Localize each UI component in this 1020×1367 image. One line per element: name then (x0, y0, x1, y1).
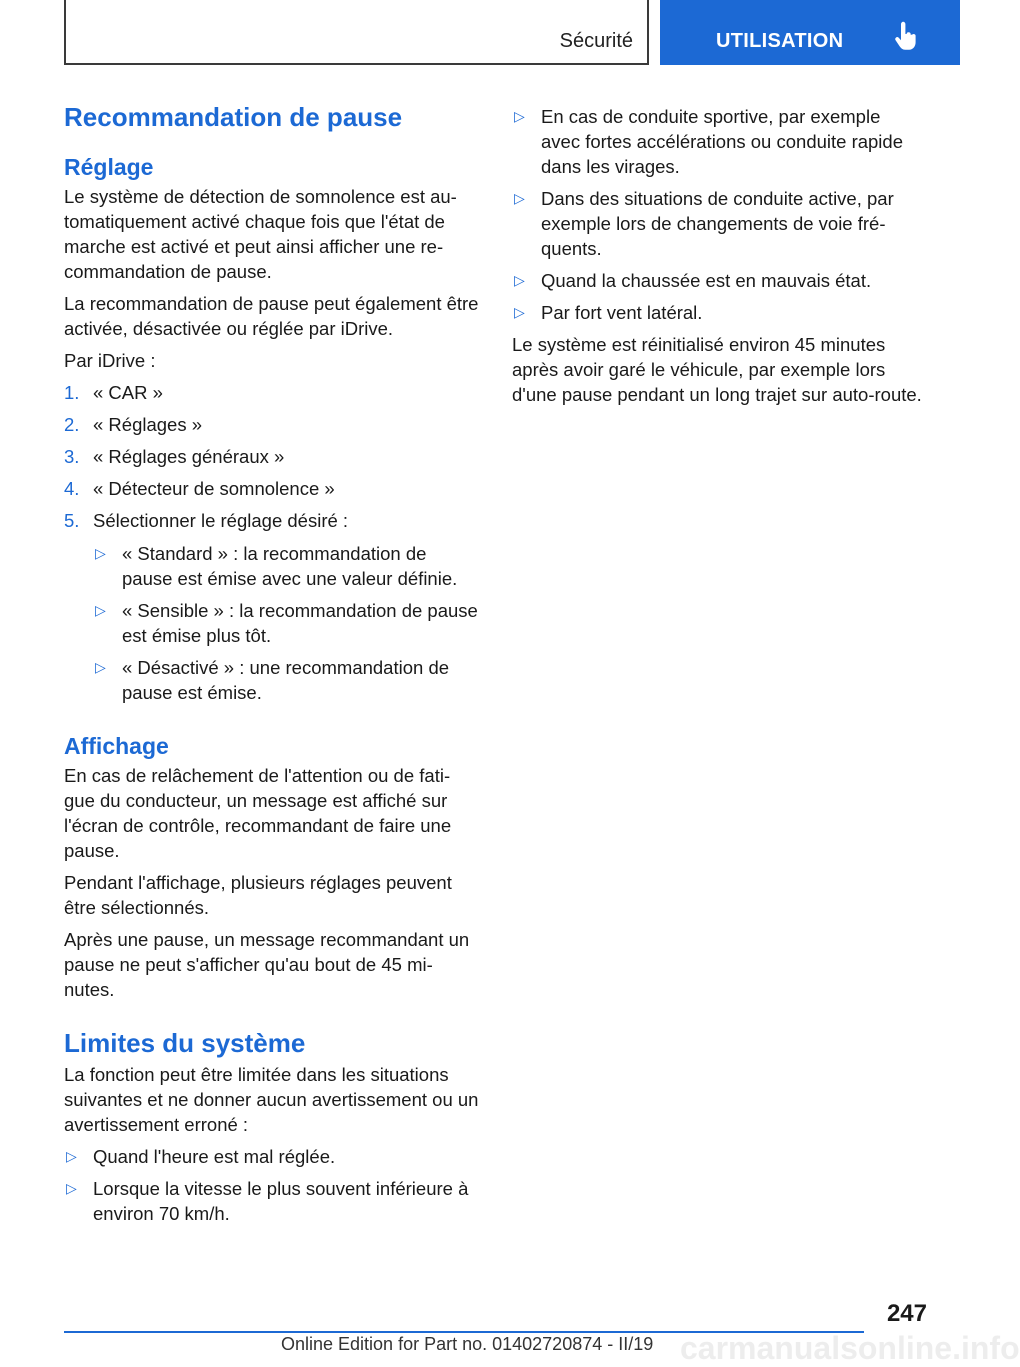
step-number: 3. (64, 446, 80, 467)
list-item (64, 412, 479, 437)
paragraph: Le système est réinitialisé environ 45 minutes après avoir garé le véhicule, par exemple lors d'une pause pendant un long trajet sur auto-route. (512, 334, 922, 405)
list-item: ▷ Quand l'heure est mal réglée. (66, 1146, 336, 1167)
left-column (64, 100, 479, 1233)
watermark: carmanualsonline.info (680, 1330, 1020, 1366)
step-text: « Réglages » (93, 414, 203, 435)
page-number: 247 (886, 1300, 927, 1327)
triangle-bullet-icon: ▷ (514, 190, 525, 206)
list-item: ▷ Quand la chaussée est en mauvais état. (514, 270, 872, 291)
options-list (93, 541, 479, 705)
chapter-title: UTILISATION (716, 30, 844, 52)
step-number: 2. (64, 414, 80, 435)
paragraph: Après une pause, un message recommandant un pause ne peut s'afficher qu'au bout de 45 mi-nutes. (64, 929, 470, 1000)
triangle-bullet-icon: ▷ (514, 304, 525, 320)
right-column (512, 104, 922, 414)
paragraph: En cas de relâchement de l'attention ou de fati-gue du conducteur, un message est affiché sur l'écran de contrôle, recommandant de faire une pause. (64, 765, 452, 861)
list-item: ▷ « Sensible » : la recommandation de pause est émise plus tôt. (95, 600, 478, 646)
list-item (64, 508, 479, 705)
section-tab (64, 0, 649, 65)
step-number: 5. (64, 510, 80, 531)
paragraph: Pendant l'affichage, plusieurs réglages peuvent être sélectionnés. (64, 872, 452, 918)
limits-list (64, 1144, 479, 1226)
paragraph: La fonction peut être limitée dans les situations suivantes et ne donner aucun avertissement ou un avertissement erroné : (64, 1064, 479, 1135)
hand-pointer-icon (894, 22, 918, 52)
step-text: « Détecteur de somnolence » (93, 478, 335, 499)
list-item: ▷ « Standard » : la recommandation de pause est émise avec une valeur définie. (95, 543, 458, 589)
list-item: ▷ Dans des situations de conduite active, par exemple lors de changements de voie fré-quents. (514, 188, 894, 259)
step-text: Sélectionner le réglage désiré : (93, 510, 349, 531)
list-item (64, 476, 479, 501)
triangle-bullet-icon: ▷ (95, 602, 106, 618)
list-item: ▷ Par fort vent latéral. (514, 302, 703, 323)
subheading-reglage: Réglage (64, 154, 154, 180)
step-number: 4. (64, 478, 80, 499)
limits-list-continued (512, 104, 922, 325)
list-item: ▷ Lorsque la vitesse le plus souvent inférieure à environ 70 km/h. (66, 1178, 469, 1224)
step-text: « CAR » (93, 382, 163, 403)
triangle-bullet-icon: ▷ (66, 1180, 77, 1196)
paragraph: Le système de détection de somnolence est au-tomatiquement activé chaque fois que l'état de marche est activé et peut ainsi afficher une re-commandation de pause. (64, 186, 457, 282)
section-title: Sécurité (559, 30, 633, 52)
paragraph: La recommandation de pause peut également être activée, désactivée ou réglée par iDrive. (64, 293, 479, 339)
step-text: « Réglages généraux » (93, 446, 285, 467)
subheading-affichage: Affichage (64, 733, 169, 759)
list-item (64, 380, 479, 405)
chapter-tab (660, 0, 960, 65)
list-item: ▷ En cas de conduite sportive, par exemple avec fortes accélérations ou conduite rapide dans les virages. (514, 106, 903, 177)
triangle-bullet-icon: ▷ (95, 545, 106, 561)
section-heading-recommandation: Recommandation de pause (64, 102, 403, 132)
triangle-bullet-icon: ▷ (514, 272, 525, 288)
section-heading-limites: Limites du système (64, 1028, 306, 1058)
triangle-bullet-icon: ▷ (514, 108, 525, 124)
edition-note: Online Edition for Part no. 01402720874 - II/19 (281, 1334, 654, 1354)
triangle-bullet-icon: ▷ (66, 1148, 77, 1164)
triangle-bullet-icon: ▷ (95, 659, 106, 675)
step-number: 1. (64, 382, 80, 403)
list-item: ▷ « Désactivé » : une recommandation de pause est émise. (95, 657, 450, 703)
idrive-steps-list (64, 380, 479, 705)
paragraph: Par iDrive : (64, 350, 156, 371)
list-item (64, 444, 479, 469)
